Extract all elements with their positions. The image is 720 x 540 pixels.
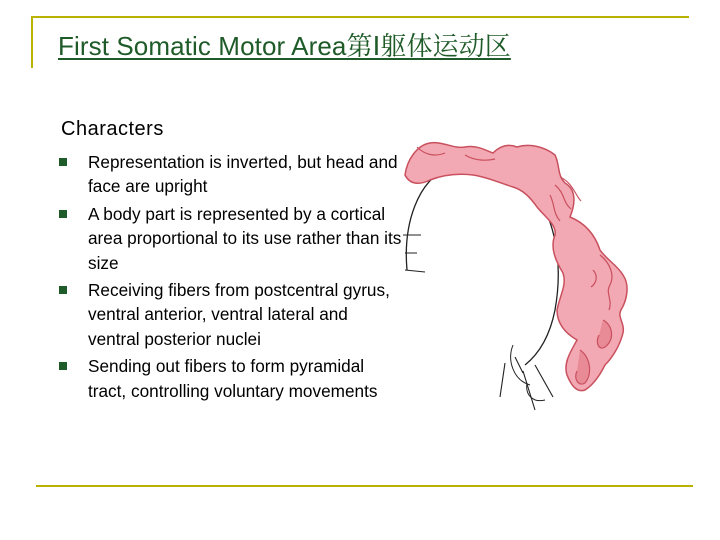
bullet-item bbox=[59, 354, 404, 403]
homunculus-shape bbox=[405, 143, 627, 391]
section-heading: Characters bbox=[61, 118, 164, 140]
bullet-list bbox=[59, 150, 404, 406]
bullet-text: Sending out fibers to form pyramidal tract, controlling voluntary movements bbox=[88, 356, 378, 401]
square-bullet-icon bbox=[59, 210, 67, 218]
bullet-text: A body part is represented by a cortical area proportional to its use rather than its size bbox=[88, 203, 402, 273]
bullet-item bbox=[59, 150, 404, 199]
accent-rule-top bbox=[31, 16, 689, 18]
square-bullet-icon bbox=[59, 286, 67, 294]
footer-rule bbox=[36, 485, 693, 487]
cortex-outline-lower bbox=[525, 205, 558, 365]
bullet-text: Representation is inverted, but head and face are upright bbox=[88, 152, 398, 197]
bullet-item bbox=[59, 202, 404, 275]
square-bullet-icon bbox=[59, 158, 67, 166]
bullet-text: Receiving fibers from postcentral gyrus, ventral anterior, ventral lateral and ventral posterior nuclei bbox=[88, 280, 390, 349]
square-bullet-icon bbox=[59, 362, 67, 370]
motor-homunculus-illustration bbox=[395, 135, 670, 425]
bullet-item bbox=[59, 278, 404, 351]
cortex-ticks bbox=[403, 235, 553, 410]
accent-rule-vertical bbox=[31, 16, 33, 68]
slide-title: First Somatic Motor Area第Ⅰ躯体运动区 bbox=[58, 31, 511, 61]
